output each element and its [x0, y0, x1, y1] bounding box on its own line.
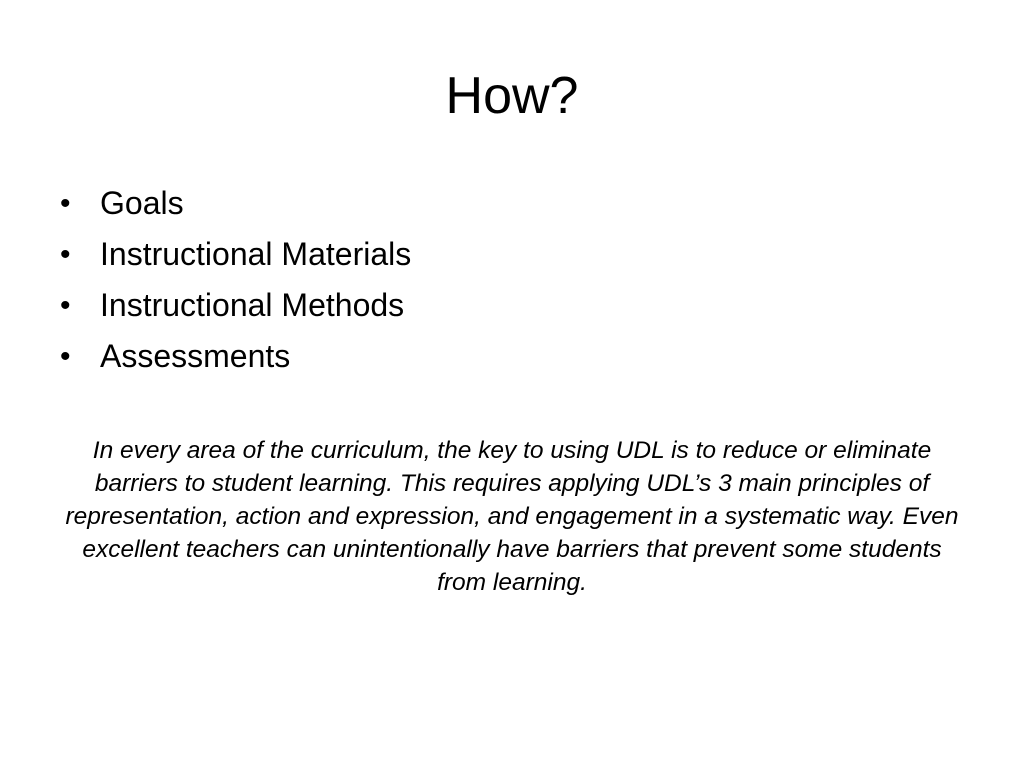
bullet-icon: • — [60, 340, 71, 373]
bullet-item-instructional-materials — [58, 229, 411, 280]
slide-title: How? — [445, 67, 579, 125]
bullet-label: Goals — [100, 185, 184, 221]
bullet-list — [58, 178, 411, 382]
body-paragraph: In every area of the curriculum, the key to using UDL is to reduce or eliminate barriers to student learning. This requires applying UDL’s 3 main principles of representation, action and expression, and engagement in a systematic way. Even excellent teachers can unintentionally have barriers that prevent some students from learning. — [65, 437, 959, 596]
bullet-icon: • — [60, 187, 71, 220]
bullet-item-assessments — [58, 331, 411, 382]
bullet-label: Instructional Methods — [100, 287, 405, 323]
bullet-item-goals — [58, 178, 411, 229]
bullet-item-instructional-methods — [58, 280, 411, 331]
bullet-label: Instructional Materials — [100, 236, 412, 272]
bullet-label: Assessments — [100, 338, 291, 374]
bullet-icon: • — [60, 238, 71, 271]
bullet-icon: • — [60, 289, 71, 322]
